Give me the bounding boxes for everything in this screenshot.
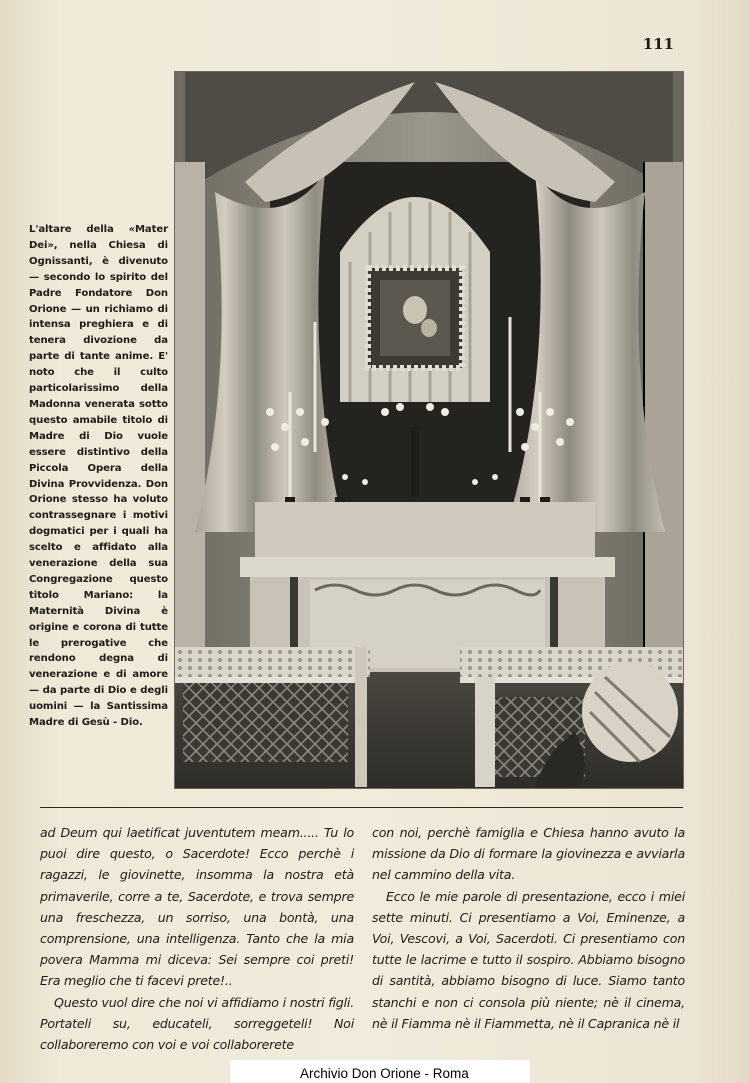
paragraph: con noi, perchè famiglia e Chiesa hanno avuto la missione da Dio di formare la giovinezza e avviarla nel cammino della vita. <box>372 825 685 883</box>
page-number: 111 <box>642 35 674 53</box>
photo-caption: L'altare della «Mater Dei», nella Chiesa di Ognissanti, è divenuto — secondo lo spirito del Padre Fondatore Don Orione — un richiamo di intensa preghiera e di tenera divozione da parte di tante anime. E' noto che il culto particolarissimo della Madonna venerata sotto questo amabile titolo di Madre di Dio vuole essere distintivo della Piccola Opera della Divina Provvidenza. Don Orione stesso ha voluto contrassegnare i motivi dogmatici per i quali ha scelto e affidato alla venerazione della sua Congregazione questo titolo Mariano: la Maternità Divina è origine e corona di tutte le prerogative che rendono degna di venerazione e di amore — da parte di Dio e degli uomini — la Santissima Madre di Gesù - Dio. <box>29 224 168 729</box>
altar-illustration <box>175 72 683 788</box>
paragraph: Questo vuol dire che noi vi affidiamo i nostri figli. Portateli su, educateli, sorreggeteli! Noi collaboreremo con voi e voi collaborerete <box>40 994 354 1053</box>
altar-photograph <box>175 72 683 788</box>
text-column-right <box>372 822 685 1034</box>
horizontal-divider <box>40 807 683 808</box>
paragraph: Ecco le mie parole di presentazione, ecco i miei sette minuti. Ci presentiamo a Voi, Eminenze, a Voi, Vescovi, a Voi, Sacerdoti. Ci presentiamo con tutte le lacrime e tutto il sospiro. Abbiamo bisogno di santità, abbiamo bisogno di luce. Siamo tanto stanchi e non ci consola più niente; nè il cinema, nè il Fiamma nè il Fiammetta, nè il Capranica nè il <box>372 888 685 1031</box>
text-column-left <box>40 822 354 1055</box>
paragraph: ad Deum qui laetificat juventutem meam..... Tu lo puoi dire questo, o Sacerdote! Ecco perchè i ragazzi, le giovinette, insomma la nostra età primaverile, corre a te, Sacerdote, e trova sempre una freschezza, un sorriso, una bontà, una comprensione, una intelligenza. Tanto che la mia povera Mamma mi diceva: Sei sempre coi preti! Era meglio che ti facevi prete!.. <box>40 825 354 989</box>
archive-watermark: Archivio Don Orione - Roma <box>300 1066 469 1081</box>
